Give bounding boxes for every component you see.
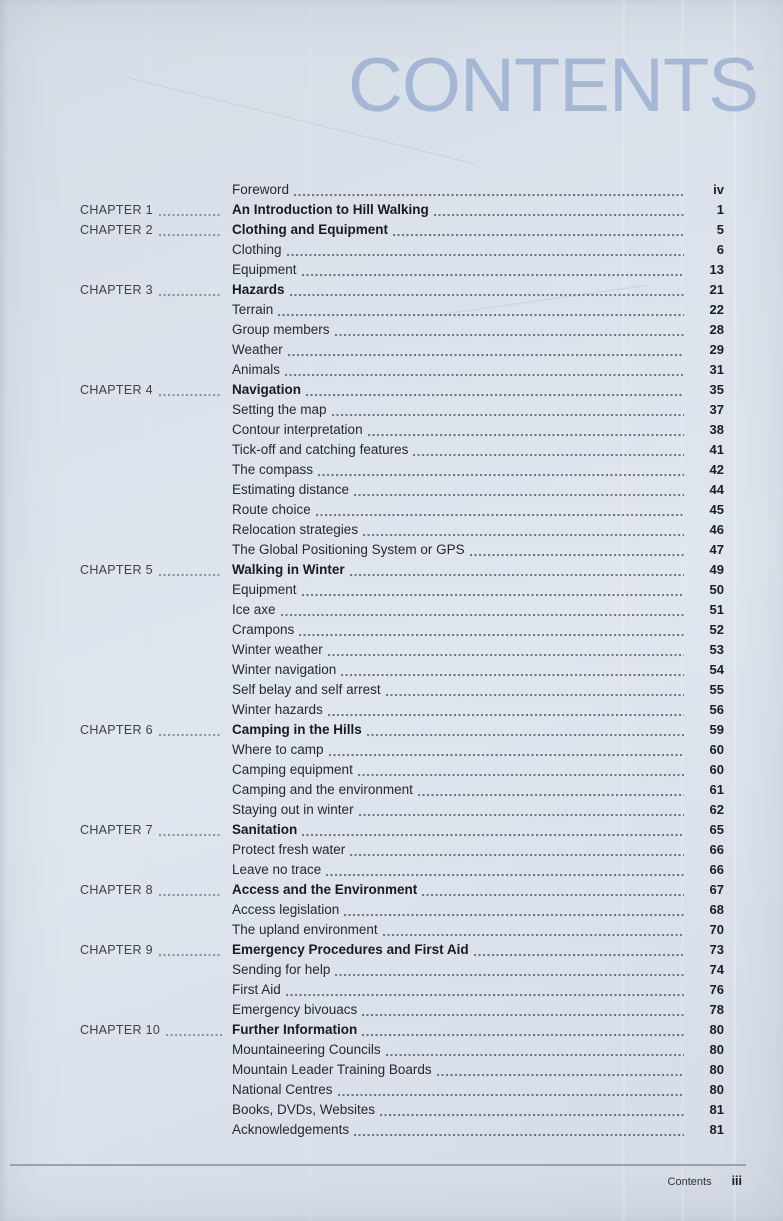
toc-row <box>80 300 724 320</box>
dot-leader <box>278 300 684 320</box>
toc-row <box>80 1060 724 1080</box>
toc-entry-title: Camping equipment <box>232 762 353 777</box>
toc-entry-title: Acknowledgements <box>232 1122 350 1137</box>
dot-leader <box>386 680 684 700</box>
page-number: 54 <box>709 662 724 677</box>
page-number: 80 <box>709 1082 724 1097</box>
page-number: 35 <box>709 382 724 397</box>
toc-row <box>80 560 724 580</box>
chapter-label-text: CHAPTER 9 <box>80 943 153 957</box>
page-number: 29 <box>709 342 724 357</box>
toc-entry-title: Sending for help <box>232 962 331 977</box>
dot-leader <box>302 580 684 600</box>
toc-entry-title: Tick-off and catching features <box>232 442 409 457</box>
dot-leader <box>362 1020 684 1040</box>
toc-entry-title: The Global Positioning System or GPS <box>232 542 465 557</box>
toc-row <box>80 580 724 600</box>
dot-leader <box>341 660 684 680</box>
page-number: 56 <box>709 702 724 717</box>
toc-entry-title: Self belay and self arrest <box>232 682 381 697</box>
dot-leader <box>159 280 222 300</box>
page-number: 80 <box>709 1022 724 1037</box>
toc-row <box>80 920 724 940</box>
toc-row <box>80 360 724 380</box>
chapter-label-text: CHAPTER 10 <box>80 1023 161 1037</box>
page-number: 66 <box>709 842 724 857</box>
dot-leader <box>299 620 684 640</box>
toc-entry-title: Animals <box>232 362 281 377</box>
toc-entry-title: Books, DVDs, Websites <box>232 1102 376 1117</box>
chapter-label <box>80 280 232 300</box>
chapter-label-text: CHAPTER 6 <box>80 723 153 737</box>
page-number: 76 <box>709 982 724 997</box>
toc-row <box>80 960 724 980</box>
toc-row <box>80 980 724 1000</box>
page-number: 67 <box>709 882 724 897</box>
page-number: 42 <box>709 462 724 477</box>
toc-entry-title: Hazards <box>232 282 285 297</box>
toc-entry-title: Winter hazards <box>232 702 323 717</box>
toc-entry-title: An Introduction to Hill Walking <box>232 202 429 217</box>
dot-leader <box>159 560 222 580</box>
page-number: 28 <box>709 322 724 337</box>
toc-row <box>80 660 724 680</box>
toc-row <box>80 620 724 640</box>
toc-row <box>80 240 724 260</box>
toc-row <box>80 1100 724 1120</box>
page-number: 70 <box>709 922 724 937</box>
page-number: 74 <box>709 962 724 977</box>
footer <box>668 1174 742 1188</box>
dot-leader <box>434 200 684 220</box>
page-number: 51 <box>709 602 724 617</box>
dot-leader <box>328 700 684 720</box>
dot-leader <box>367 720 684 740</box>
toc-row <box>80 800 724 820</box>
page-number: 47 <box>709 542 724 557</box>
chapter-label <box>80 1020 232 1040</box>
dot-leader <box>294 180 684 200</box>
toc-entry-title: Access legislation <box>232 902 340 917</box>
page-number: 65 <box>709 822 724 837</box>
chapter-label <box>80 820 232 840</box>
dot-leader <box>470 540 684 560</box>
toc-entry-title: Estimating distance <box>232 482 350 497</box>
toc-entry-title: Further Information <box>232 1022 358 1037</box>
chapter-label-text: CHAPTER 1 <box>80 203 153 217</box>
toc-row <box>80 820 724 840</box>
chapter-label <box>80 720 232 740</box>
page-number: 73 <box>709 942 724 957</box>
chapter-label <box>80 560 232 580</box>
footer-section-label: Contents <box>667 1176 712 1188</box>
page-number: 55 <box>709 682 724 697</box>
toc-entry-title: Setting the map <box>232 402 327 417</box>
toc-row <box>80 840 724 860</box>
toc-entry-title: Where to camp <box>232 742 324 757</box>
chapter-label <box>80 880 232 900</box>
toc-row <box>80 780 724 800</box>
dot-leader <box>350 560 684 580</box>
dot-leader <box>316 500 684 520</box>
toc-entry-title: The upland environment <box>232 922 378 937</box>
toc-row <box>80 260 724 280</box>
toc-entry-title: Camping and the environment <box>232 782 413 797</box>
dot-leader <box>380 1100 684 1120</box>
toc-row <box>80 400 724 420</box>
dot-leader <box>335 320 684 340</box>
toc-row <box>80 700 724 720</box>
toc-row <box>80 760 724 780</box>
toc-entry-title: Sanitation <box>232 822 298 837</box>
page-number: 45 <box>709 502 724 517</box>
dot-leader <box>332 400 684 420</box>
chapter-label <box>80 940 232 960</box>
dot-leader <box>413 440 684 460</box>
toc-row <box>80 640 724 660</box>
chapter-label <box>80 220 232 240</box>
chapter-label-text: CHAPTER 5 <box>80 563 153 577</box>
toc-entry-title: Foreword <box>232 182 290 197</box>
toc-row <box>80 740 724 760</box>
chapter-label-text: CHAPTER 8 <box>80 883 153 897</box>
dot-leader <box>393 220 684 240</box>
dot-leader <box>422 880 684 900</box>
page-number: 81 <box>709 1122 724 1137</box>
dot-leader <box>302 820 684 840</box>
dot-leader <box>350 840 684 860</box>
toc-row <box>80 860 724 880</box>
toc-entry-title: Staying out in winter <box>232 802 354 817</box>
toc-entry-title: Clothing and Equipment <box>232 222 388 237</box>
toc-entry-title: National Centres <box>232 1082 333 1097</box>
toc-row <box>80 440 724 460</box>
toc-row <box>80 540 724 560</box>
toc-row <box>80 680 724 700</box>
dot-leader <box>159 880 222 900</box>
page-number: 38 <box>709 422 724 437</box>
dot-leader <box>359 800 684 820</box>
page-number: 22 <box>709 302 724 317</box>
toc-entry-title: Protect fresh water <box>232 842 346 857</box>
page-number: 62 <box>709 802 724 817</box>
dot-leader <box>326 860 684 880</box>
page-number: 13 <box>709 262 724 277</box>
toc-entry-title: Emergency bivouacs <box>232 1002 358 1017</box>
toc-entry-title: Mountaineering Councils <box>232 1042 381 1057</box>
page-title: CONTENTS <box>348 43 758 128</box>
dot-leader <box>302 260 684 280</box>
dot-leader <box>159 380 222 400</box>
dot-leader <box>362 1000 684 1020</box>
toc-entry-title: Mountain Leader Training Boards <box>232 1062 432 1077</box>
dot-leader <box>354 480 684 500</box>
toc-row <box>80 220 724 240</box>
toc-entry-title: Camping in the Hills <box>232 722 362 737</box>
dot-leader <box>329 740 684 760</box>
footer-page-number: iii <box>731 1174 742 1188</box>
page-number: 80 <box>709 1042 724 1057</box>
footer-rule <box>10 1164 746 1166</box>
toc-entry-title: Contour interpretation <box>232 422 363 437</box>
dot-leader <box>354 1120 684 1140</box>
dot-leader <box>159 820 222 840</box>
toc-row <box>80 1120 724 1140</box>
toc-row <box>80 1040 724 1060</box>
page-number: 78 <box>709 1002 724 1017</box>
chapter-label <box>80 380 232 400</box>
dot-leader <box>288 340 684 360</box>
dot-leader <box>286 980 684 1000</box>
dot-leader <box>358 760 684 780</box>
table-of-contents <box>80 180 724 1140</box>
toc-row <box>80 420 724 440</box>
page-number: 21 <box>709 282 724 297</box>
page-number: 44 <box>709 482 724 497</box>
toc-entry-title: Ice axe <box>232 602 276 617</box>
dot-leader <box>281 600 684 620</box>
dot-leader <box>287 240 684 260</box>
dot-leader <box>386 1040 684 1060</box>
toc-row <box>80 1020 724 1040</box>
dot-leader <box>318 460 684 480</box>
dot-leader <box>285 360 684 380</box>
dot-leader <box>159 940 222 960</box>
page-number: 59 <box>709 722 724 737</box>
dot-leader <box>290 280 684 300</box>
toc-entry-title: Equipment <box>232 262 297 277</box>
page-number: 61 <box>709 782 724 797</box>
page-number: 49 <box>709 562 724 577</box>
page-number: 81 <box>709 1102 724 1117</box>
dot-leader <box>437 1060 684 1080</box>
page-number: 68 <box>709 902 724 917</box>
chapter-label-text: CHAPTER 2 <box>80 223 153 237</box>
toc-entry-title: Access and the Environment <box>232 882 418 897</box>
page-number: 46 <box>709 522 724 537</box>
toc-row <box>80 1000 724 1020</box>
toc-row <box>80 880 724 900</box>
toc-entry-title: Emergency Procedures and First Aid <box>232 942 469 957</box>
chapter-label <box>80 200 232 220</box>
dot-leader <box>166 1020 222 1040</box>
scan-streak <box>733 0 736 1221</box>
dot-leader <box>159 220 222 240</box>
toc-row <box>80 720 724 740</box>
toc-entry-title: Terrain <box>232 302 274 317</box>
dot-leader <box>159 720 222 740</box>
toc-entry-title: Navigation <box>232 382 302 397</box>
toc-row <box>80 600 724 620</box>
toc-row <box>80 180 724 200</box>
toc-entry-title: Walking in Winter <box>232 562 345 577</box>
toc-entry-title: Route choice <box>232 502 311 517</box>
dot-leader <box>338 1080 684 1100</box>
toc-entry-title: Winter weather <box>232 642 323 657</box>
toc-entry-title: First Aid <box>232 982 281 997</box>
chapter-label-text: CHAPTER 3 <box>80 283 153 297</box>
toc-row <box>80 460 724 480</box>
dot-leader <box>306 380 684 400</box>
toc-row <box>80 900 724 920</box>
toc-row <box>80 200 724 220</box>
page-number: iv <box>713 182 724 197</box>
toc-entry-title: Weather <box>232 342 283 357</box>
page-number: 5 <box>716 222 724 237</box>
toc-entry-title: Relocation strategies <box>232 522 359 537</box>
toc-row <box>80 940 724 960</box>
dot-leader <box>328 640 684 660</box>
page-number: 66 <box>709 862 724 877</box>
dot-leader <box>344 900 684 920</box>
toc-row <box>80 280 724 300</box>
dot-leader <box>418 780 684 800</box>
toc-row <box>80 500 724 520</box>
page-number: 50 <box>709 582 724 597</box>
toc-entry-title: Leave no trace <box>232 862 322 877</box>
dot-leader <box>363 520 684 540</box>
toc-entry-title: Equipment <box>232 582 297 597</box>
toc-row <box>80 480 724 500</box>
page-number: 31 <box>709 362 724 377</box>
page-number: 41 <box>709 442 724 457</box>
page-number: 6 <box>716 242 724 257</box>
toc-row <box>80 1080 724 1100</box>
dot-leader <box>159 200 222 220</box>
page-number: 53 <box>709 642 724 657</box>
toc-row <box>80 340 724 360</box>
dot-leader <box>368 420 684 440</box>
page-number: 60 <box>709 742 724 757</box>
dot-leader <box>383 920 684 940</box>
chapter-label-text: CHAPTER 4 <box>80 383 153 397</box>
toc-row <box>80 380 724 400</box>
dot-leader <box>335 960 684 980</box>
dot-leader <box>474 940 684 960</box>
toc-entry-title: Crampons <box>232 622 295 637</box>
page-number: 60 <box>709 762 724 777</box>
page-number: 1 <box>716 202 724 217</box>
toc-entry-title: Group members <box>232 322 330 337</box>
toc-entry-title: Clothing <box>232 242 282 257</box>
chapter-label-text: CHAPTER 7 <box>80 823 153 837</box>
toc-entry-title: The compass <box>232 462 314 477</box>
page-number: 80 <box>709 1062 724 1077</box>
toc-entry-title: Winter navigation <box>232 662 337 677</box>
page-number: 52 <box>709 622 724 637</box>
toc-row <box>80 320 724 340</box>
toc-row <box>80 520 724 540</box>
page-number: 37 <box>709 402 724 417</box>
